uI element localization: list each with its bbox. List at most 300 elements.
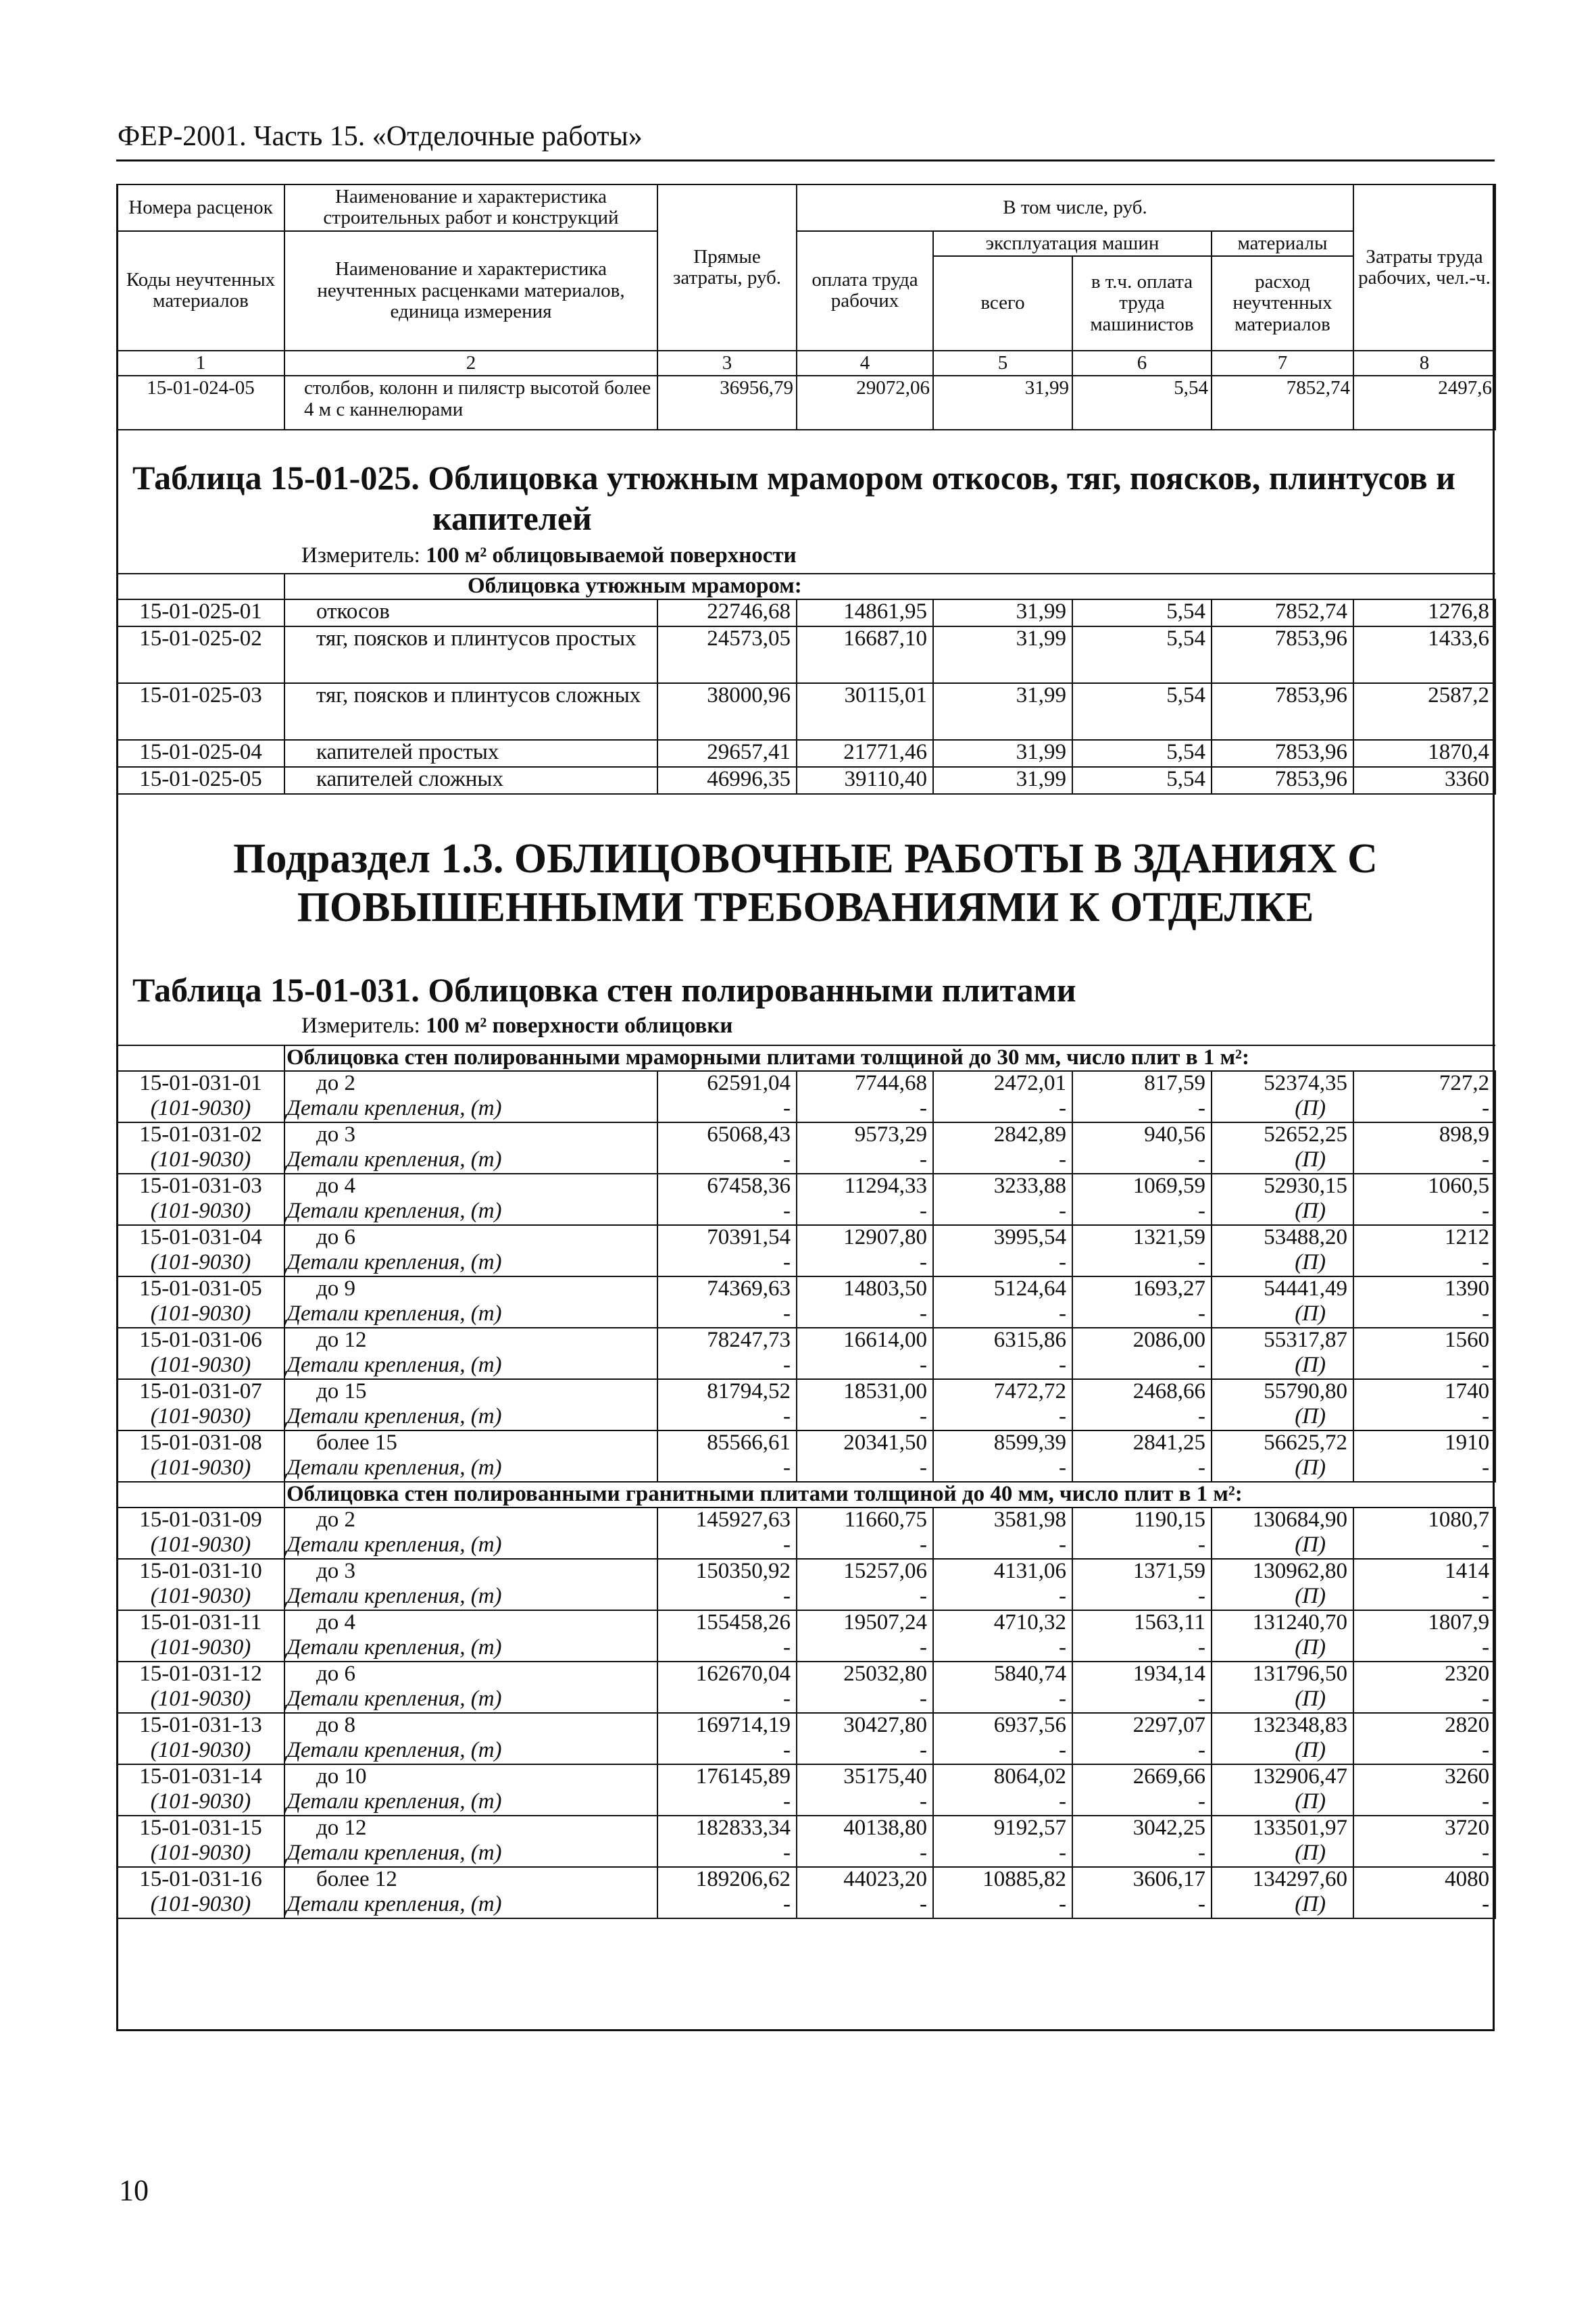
table31-row-6-v6: 1560: [1353, 1328, 1495, 1353]
table31-row-16-name: более 12: [284, 1867, 657, 1893]
table-row: [117, 1559, 1495, 1585]
table25-row-2-v1: 24573,05: [657, 626, 797, 683]
table31-row-3-v2: 11294,33: [797, 1174, 933, 1199]
header-worker-pay: оплата труда рабочих: [797, 231, 933, 351]
table31-row-1-mat-dash-2: -: [797, 1097, 933, 1122]
table31-row-2-v1: 65068,43: [657, 1122, 797, 1148]
table31-row-16-mat-dash-1: -: [657, 1893, 797, 1918]
prev-row-code: 15-01-024-05: [117, 376, 284, 430]
table31-row-16-mat-dash-3: -: [933, 1893, 1072, 1918]
page-number: 10: [119, 2174, 149, 2207]
table31-row-8-mat-dash-4: -: [1072, 1456, 1212, 1482]
table25-row-2-code: 15-01-025-02: [117, 626, 284, 683]
table-row: [117, 1122, 1495, 1148]
table25-row-1-v6: 1276,8: [1353, 599, 1495, 626]
table31-row-16-mat-name: Детали крепления, (т): [284, 1893, 657, 1918]
table31-row-15-code: 15-01-031-15: [117, 1816, 284, 1841]
table31-row-12-v2: 25032,80: [797, 1662, 933, 1687]
table31-row-10-v6: 1414: [1353, 1559, 1495, 1585]
table31-row-6-mat-dash-3: -: [933, 1353, 1072, 1379]
table31-row-11-mat-dash-5: -: [1353, 1636, 1495, 1662]
table-row: [117, 1713, 1495, 1739]
table31-row-1-mat-dash-4: -: [1072, 1097, 1212, 1122]
table31-row-1-v6: 727,2: [1353, 1071, 1495, 1097]
table31-row-14-mat-dash-1: -: [657, 1790, 797, 1816]
table31-body: [116, 1045, 1496, 1919]
table25-row-3-code: 15-01-025-03: [117, 683, 284, 740]
table25-row-2-v2: 16687,10: [797, 626, 933, 683]
table31-row-5-mat-code: (101-9030): [117, 1302, 284, 1328]
table25-group: Облицовка утюжным мрамором:: [284, 574, 1495, 599]
col-num-3: 3: [657, 351, 797, 376]
table31-row-7-mat-dash-1: -: [657, 1405, 797, 1430]
table31-row-1-v1: 62591,04: [657, 1071, 797, 1097]
table31-row-7-mat-name: Детали крепления, (т): [284, 1405, 657, 1430]
table31-row-6-v5: 55317,87: [1212, 1328, 1353, 1353]
table31-row-10-name: до 3: [284, 1559, 657, 1585]
table31-row-11-v1: 155458,26: [657, 1610, 797, 1636]
table31-row-8-mat-dash-3: -: [933, 1456, 1072, 1482]
table-row: [117, 1662, 1495, 1687]
table31-row-9-v1: 145927,63: [657, 1508, 797, 1533]
table31-row-9-mat-code: (101-9030): [117, 1533, 284, 1559]
table31-row-15-mat-name: Детали крепления, (т): [284, 1841, 657, 1867]
table-row-material: [117, 1251, 1495, 1276]
table31-row-3-mat-unit: (П): [1212, 1199, 1353, 1225]
table31-row-10-mat-name: Детали крепления, (т): [284, 1585, 657, 1610]
table25-row-2-v3: 31,99: [933, 626, 1072, 683]
table31-row-16-v3: 10885,82: [933, 1867, 1072, 1893]
table31-row-1-mat-name: Детали крепления, (т): [284, 1097, 657, 1122]
table31-row-7-v6: 1740: [1353, 1379, 1495, 1405]
table-row-material: [117, 1353, 1495, 1379]
table31-row-4-mat-dash-3: -: [933, 1251, 1072, 1276]
table31-row-11-v4: 1563,11: [1072, 1610, 1212, 1636]
table31-row-12-mat-dash-1: -: [657, 1687, 797, 1713]
table31-row-1-code: 15-01-031-01: [117, 1071, 284, 1097]
table31-row-13-mat-name: Детали крепления, (т): [284, 1739, 657, 1764]
table25-row-5-v3: 31,99: [933, 767, 1072, 794]
table31-row-2-mat-dash-3: -: [933, 1148, 1072, 1174]
subsection-title-line1: Подраздел 1.3. ОБЛИЦОВОЧНЫЕ РАБОТЫ В ЗДАНИЯХ С: [233, 836, 1378, 882]
table31-row-6-mat-dash-4: -: [1072, 1353, 1212, 1379]
table31-row-11-v6: 1807,9: [1353, 1610, 1495, 1636]
table31-row-13-v4: 2297,07: [1072, 1713, 1212, 1739]
table31-row-7-v1: 81794,52: [657, 1379, 797, 1405]
table31-row-9-v2: 11660,75: [797, 1508, 933, 1533]
table25-row-4-code: 15-01-025-04: [117, 740, 284, 767]
col-num-4: 4: [797, 351, 933, 376]
table25-row-1-v1: 22746,68: [657, 599, 797, 626]
table31-row-12-mat-unit: (П): [1212, 1687, 1353, 1713]
table-row: [117, 1867, 1495, 1893]
table31-row-4-v5: 53488,20: [1212, 1225, 1353, 1251]
table25-row-2-v5: 7853,96: [1212, 626, 1353, 683]
table31-row-3-v3: 3233,88: [933, 1174, 1072, 1199]
table31-row-12-mat-dash-5: -: [1353, 1687, 1495, 1713]
table31-row-14-mat-dash-4: -: [1072, 1790, 1212, 1816]
table31-row-7-name: до 15: [284, 1379, 657, 1405]
header-codes: Номера расценок: [117, 184, 284, 231]
table-row-material: [117, 1739, 1495, 1764]
table25-row-5-code: 15-01-025-05: [117, 767, 284, 794]
table31-row-10-mat-dash-5: -: [1353, 1585, 1495, 1610]
table31-row-3-name: до 4: [284, 1174, 657, 1199]
table31-row-8-mat-code: (101-9030): [117, 1456, 284, 1482]
table25-row-4-v4: 5,54: [1072, 740, 1212, 767]
table31-row-14-mat-unit: (П): [1212, 1790, 1353, 1816]
table31-row-9-mat-dash-2: -: [797, 1533, 933, 1559]
table31-row-13-mat-unit: (П): [1212, 1739, 1353, 1764]
table31-group-row: [117, 1482, 1495, 1508]
table31-row-5-mat-unit: (П): [1212, 1302, 1353, 1328]
table-row: [117, 1430, 1495, 1456]
table31-row-15-mat-dash-3: -: [933, 1841, 1072, 1867]
table-row: [117, 1610, 1495, 1636]
table31-row-2-v5: 52652,25: [1212, 1122, 1353, 1148]
table31-row-16-mat-code: (101-9030): [117, 1893, 284, 1918]
table31-row-14-v3: 8064,02: [933, 1764, 1072, 1790]
table31-row-9-mat-name: Детали крепления, (т): [284, 1533, 657, 1559]
table31-meter: [301, 1014, 732, 1039]
table31-row-11-mat-unit: (П): [1212, 1636, 1353, 1662]
table31-row-14-name: до 10: [284, 1764, 657, 1790]
table31-row-14-v5: 132906,47: [1212, 1764, 1353, 1790]
table31-row-14-mat-dash-3: -: [933, 1790, 1072, 1816]
table31-row-6-mat-name: Детали крепления, (т): [284, 1353, 657, 1379]
table31-row-5-v5: 54441,49: [1212, 1276, 1353, 1302]
header-work-name: Наименование и характеристика строительных работ и конструкций: [284, 184, 657, 231]
table-row-material: [117, 1302, 1495, 1328]
table31-row-7-mat-code: (101-9030): [117, 1405, 284, 1430]
table31-row-16-mat-dash-2: -: [797, 1893, 933, 1918]
table-row-material: [117, 1148, 1495, 1174]
header-machines-total: всего: [933, 256, 1072, 351]
table31-row-10-v5: 130962,80: [1212, 1559, 1353, 1585]
header-labor: Затраты труда рабочих, чел.-ч.: [1353, 184, 1495, 351]
table31-row-15-mat-unit: (П): [1212, 1841, 1353, 1867]
table31-row-10-v4: 1371,59: [1072, 1559, 1212, 1585]
table-row-material: [117, 1405, 1495, 1430]
table31-row-14-mat-dash-2: -: [797, 1790, 933, 1816]
table31-row-6-v3: 6315,86: [933, 1328, 1072, 1353]
table31-row-10-mat-unit: (П): [1212, 1585, 1353, 1610]
table31-row-13-mat-code: (101-9030): [117, 1739, 284, 1764]
table31-row-3-v1: 67458,36: [657, 1174, 797, 1199]
table-row-material: [117, 1893, 1495, 1918]
table31-row-10-code: 15-01-031-10: [117, 1559, 284, 1585]
table31-row-2-code: 15-01-031-02: [117, 1122, 284, 1148]
table31-row-3-mat-dash-1: -: [657, 1199, 797, 1225]
table31-row-15-v1: 182833,34: [657, 1816, 797, 1841]
table31-row-6-v2: 16614,00: [797, 1328, 933, 1353]
header-including: В том числе, руб.: [797, 184, 1353, 231]
table31-row-13-v2: 30427,80: [797, 1713, 933, 1739]
table25-row-4-v3: 31,99: [933, 740, 1072, 767]
table31-row-15-v6: 3720: [1353, 1816, 1495, 1841]
table25-meter: [301, 543, 797, 568]
table31-title: Таблица 15-01-031. Облицовка стен полированными плитами: [132, 971, 1076, 1009]
table31-row-8-v5: 56625,72: [1212, 1430, 1353, 1456]
group-spacer: [117, 1482, 284, 1508]
table31-row-2-mat-dash-5: -: [1353, 1148, 1495, 1174]
table31-row-11-mat-dash-2: -: [797, 1636, 933, 1662]
table25-meter-prefix: Измеритель:: [301, 543, 420, 568]
table31-row-4-mat-dash-4: -: [1072, 1251, 1212, 1276]
table25-row-3-v3: 31,99: [933, 683, 1072, 740]
table31-row-15-mat-dash-1: -: [657, 1841, 797, 1867]
table31-row-14-code: 15-01-031-14: [117, 1764, 284, 1790]
table31-row-4-mat-name: Детали крепления, (т): [284, 1251, 657, 1276]
table31-row-12-code: 15-01-031-12: [117, 1662, 284, 1687]
table31-row-2-mat-dash-1: -: [657, 1148, 797, 1174]
table31-row-4-code: 15-01-031-04: [117, 1225, 284, 1251]
table25-row-2-v4: 5,54: [1072, 626, 1212, 683]
table31-row-13-v1: 169714,19: [657, 1713, 797, 1739]
table31-row-12-v6: 2320: [1353, 1662, 1495, 1687]
subsection-title-line2: ПОВЫШЕННЫМИ ТРЕБОВАНИЯМИ К ОТДЕЛКЕ: [297, 885, 1314, 930]
table31-row-10-mat-dash-3: -: [933, 1585, 1072, 1610]
table31-row-12-mat-dash-4: -: [1072, 1687, 1212, 1713]
table31-row-11-mat-code: (101-9030): [117, 1636, 284, 1662]
table31-row-9-mat-unit: (П): [1212, 1533, 1353, 1559]
table31-row-7-mat-unit: (П): [1212, 1405, 1353, 1430]
column-header-table: [116, 184, 1496, 430]
table31-row-9-v5: 130684,90: [1212, 1508, 1353, 1533]
table31-row-9-v6: 1080,7: [1353, 1508, 1495, 1533]
table25-row-1-v5: 7852,74: [1212, 599, 1353, 626]
table31-row-9-mat-dash-4: -: [1072, 1533, 1212, 1559]
table31-row-6-code: 15-01-031-06: [117, 1328, 284, 1353]
table31-row-13-v3: 6937,56: [933, 1713, 1072, 1739]
header-material-codes: Коды неучтенных материалов: [117, 231, 284, 351]
table31-row-13-mat-dash-4: -: [1072, 1739, 1212, 1764]
table31-row-11-mat-name: Детали крепления, (т): [284, 1636, 657, 1662]
table31-row-15-mat-dash-5: -: [1353, 1841, 1495, 1867]
table31-row-9-v3: 3581,98: [933, 1508, 1072, 1533]
table-row-material: [117, 1841, 1495, 1867]
table31-row-2-mat-code: (101-9030): [117, 1148, 284, 1174]
table31-row-15-v5: 133501,97: [1212, 1816, 1353, 1841]
table31-row-10-v2: 15257,06: [797, 1559, 933, 1585]
table25-title-line2: капителей: [432, 499, 592, 537]
table31-row-13-v5: 132348,83: [1212, 1713, 1353, 1739]
table31-row-4-name: до 6: [284, 1225, 657, 1251]
table31-row-7-code: 15-01-031-07: [117, 1379, 284, 1405]
table31-row-12-mat-name: Детали крепления, (т): [284, 1687, 657, 1713]
table25-row-1-name: откосов: [284, 599, 657, 626]
table25-row-5-v2: 39110,40: [797, 767, 933, 794]
table31-row-4-v6: 1212: [1353, 1225, 1495, 1251]
table31-row-9-mat-dash-3: -: [933, 1533, 1072, 1559]
table31-row-5-name: до 9: [284, 1276, 657, 1302]
table31-row-7-mat-dash-4: -: [1072, 1405, 1212, 1430]
prev-row-v1: 36956,79: [657, 376, 797, 430]
table31-row-3-v4: 1069,59: [1072, 1174, 1212, 1199]
table25-row-4-v2: 21771,46: [797, 740, 933, 767]
table31-row-8-mat-unit: (П): [1212, 1456, 1353, 1482]
table25-row-1-v3: 31,99: [933, 599, 1072, 626]
header-material-consumption: расход неучтенных материалов: [1212, 256, 1353, 351]
table31-row-16-v5: 134297,60: [1212, 1867, 1353, 1893]
table31-row-1-v4: 817,59: [1072, 1071, 1212, 1097]
table31-group-row: [117, 1045, 1495, 1071]
table31-row-13-name: до 8: [284, 1713, 657, 1739]
table31-row-16-mat-unit: (П): [1212, 1893, 1353, 1918]
table31-row-9-name: до 2: [284, 1508, 657, 1533]
table31-row-1-mat-dash-5: -: [1353, 1097, 1495, 1122]
table31-row-10-v3: 4131,06: [933, 1559, 1072, 1585]
table31-row-7-v2: 18531,00: [797, 1379, 933, 1405]
table31-row-10-v1: 150350,92: [657, 1559, 797, 1585]
table31-row-3-mat-dash-5: -: [1353, 1199, 1495, 1225]
table31-row-13-code: 15-01-031-13: [117, 1713, 284, 1739]
prev-row-v4: 5,54: [1072, 376, 1212, 430]
table31-row-11-mat-dash-3: -: [933, 1636, 1072, 1662]
table31-row-8-v4: 2841,25: [1072, 1430, 1212, 1456]
table31-row-3-mat-dash-3: -: [933, 1199, 1072, 1225]
table31-row-2-mat-name: Детали крепления, (т): [284, 1148, 657, 1174]
table25-row-3-v6: 2587,2: [1353, 683, 1495, 740]
table31-row-16-mat-dash-4: -: [1072, 1893, 1212, 1918]
table31-row-5-mat-name: Детали крепления, (т): [284, 1302, 657, 1328]
table31-row-3-v6: 1060,5: [1353, 1174, 1495, 1199]
table25-row-5-v1: 46996,35: [657, 767, 797, 794]
table31-row-6-v4: 2086,00: [1072, 1328, 1212, 1353]
table-row: [117, 1328, 1495, 1353]
table31-row-15-v2: 40138,80: [797, 1816, 933, 1841]
table31-row-13-mat-dash-5: -: [1353, 1739, 1495, 1764]
table31-row-7-v3: 7472,72: [933, 1379, 1072, 1405]
table31-row-12-mat-code: (101-9030): [117, 1687, 284, 1713]
table31-row-12-v5: 131796,50: [1212, 1662, 1353, 1687]
table31-row-2-mat-dash-2: -: [797, 1148, 933, 1174]
table31-row-4-mat-dash-1: -: [657, 1251, 797, 1276]
table31-row-7-mat-dash-5: -: [1353, 1405, 1495, 1430]
table25-row-3-v4: 5,54: [1072, 683, 1212, 740]
table31-row-4-v4: 1321,59: [1072, 1225, 1212, 1251]
table25-row-4-v6: 1870,4: [1353, 740, 1495, 767]
table31-row-5-mat-dash-5: -: [1353, 1302, 1495, 1328]
table31-row-5-code: 15-01-031-05: [117, 1276, 284, 1302]
table-row: [117, 1174, 1495, 1199]
table25-row-4-v1: 29657,41: [657, 740, 797, 767]
table31-row-8-mat-name: Детали крепления, (т): [284, 1456, 657, 1482]
table31-row-2-v3: 2842,89: [933, 1122, 1072, 1148]
table31-row-3-v5: 52930,15: [1212, 1174, 1353, 1199]
table31-row-1-mat-unit: (П): [1212, 1097, 1353, 1122]
table31-row-5-mat-dash-1: -: [657, 1302, 797, 1328]
table31-row-1-v5: 52374,35: [1212, 1071, 1353, 1097]
table31-row-3-code: 15-01-031-03: [117, 1174, 284, 1199]
table31-row-9-code: 15-01-031-09: [117, 1508, 284, 1533]
table25-row-2-name: тяг, поясков и плинтусов простых: [284, 626, 657, 683]
table31-row-8-mat-dash-5: -: [1353, 1456, 1495, 1482]
table31-row-3-mat-dash-2: -: [797, 1199, 933, 1225]
table31-row-5-mat-dash-2: -: [797, 1302, 933, 1328]
table-row: [117, 1071, 1495, 1097]
table31-row-14-mat-code: (101-9030): [117, 1790, 284, 1816]
table31-row-14-v4: 2669,66: [1072, 1764, 1212, 1790]
table25-row-3-v2: 30115,01: [797, 683, 933, 740]
col-num-1: 1: [117, 351, 284, 376]
table31-row-11-v5: 131240,70: [1212, 1610, 1353, 1636]
table-row-material: [117, 1456, 1495, 1482]
header-direct-costs: Прямые затраты, руб.: [657, 184, 797, 351]
table31-row-14-mat-name: Детали крепления, (т): [284, 1790, 657, 1816]
col-num-6: 6: [1072, 351, 1212, 376]
table31-row-12-name: до 6: [284, 1662, 657, 1687]
table31-row-5-v1: 74369,63: [657, 1276, 797, 1302]
table31-row-5-mat-dash-3: -: [933, 1302, 1072, 1328]
table31-row-5-v4: 1693,27: [1072, 1276, 1212, 1302]
table31-row-9-mat-dash-5: -: [1353, 1533, 1495, 1559]
table31-row-14-v1: 176145,89: [657, 1764, 797, 1790]
header-materials: материалы: [1212, 231, 1353, 256]
table31-row-2-mat-unit: (П): [1212, 1148, 1353, 1174]
table31-row-16-v1: 189206,62: [657, 1867, 797, 1893]
table31-row-1-mat-dash-3: -: [933, 1097, 1072, 1122]
table-row: [117, 1816, 1495, 1841]
table31-row-12-mat-dash-2: -: [797, 1687, 933, 1713]
table31-row-5-v2: 14803,50: [797, 1276, 933, 1302]
table31-row-10-mat-dash-2: -: [797, 1585, 933, 1610]
table-row: [117, 1276, 1495, 1302]
table31-row-4-v1: 70391,54: [657, 1225, 797, 1251]
table31-group2-heading: Облицовка стен полированными гранитными плитами толщиной до 40 мм, число плит в 1 м²:: [284, 1482, 1495, 1508]
table-row-material: [117, 1687, 1495, 1713]
table31-row-14-v6: 3260: [1353, 1764, 1495, 1790]
table31-row-12-v1: 162670,04: [657, 1662, 797, 1687]
table31-meter-prefix: Измеритель:: [301, 1014, 420, 1038]
table31-row-7-v5: 55790,80: [1212, 1379, 1353, 1405]
header-rule: [116, 159, 1495, 161]
header-machinist-pay: в т.ч. оплата труда машинистов: [1072, 256, 1212, 351]
table31-row-1-v3: 2472,01: [933, 1071, 1072, 1097]
header-material-name: Наименование и характеристика неучтенных расценками материалов, единица измерения: [284, 231, 657, 351]
table31-row-8-mat-dash-2: -: [797, 1456, 933, 1482]
table31-row-1-mat-code: (101-9030): [117, 1097, 284, 1122]
table25-row-1-v2: 14861,95: [797, 599, 933, 626]
table-row-material: [117, 1636, 1495, 1662]
table31-row-8-code: 15-01-031-08: [117, 1430, 284, 1456]
table31-row-7-v4: 2468,66: [1072, 1379, 1212, 1405]
table25-row-4-name: капителей простых: [284, 740, 657, 767]
table31-row-8-name: более 15: [284, 1430, 657, 1456]
table31-row-8-v2: 20341,50: [797, 1430, 933, 1456]
table31-row-16-v2: 44023,20: [797, 1867, 933, 1893]
table31-row-1-mat-dash-1: -: [657, 1097, 797, 1122]
col-num-2: 2: [284, 351, 657, 376]
table-row: [117, 1508, 1495, 1533]
table31-row-4-v2: 12907,80: [797, 1225, 933, 1251]
table31-row-2-v4: 940,56: [1072, 1122, 1212, 1148]
table31-row-8-v1: 85566,61: [657, 1430, 797, 1456]
table31-row-15-mat-code: (101-9030): [117, 1841, 284, 1867]
table31-row-16-mat-dash-5: -: [1353, 1893, 1495, 1918]
table31-row-13-v6: 2820: [1353, 1713, 1495, 1739]
table31-row-11-mat-dash-1: -: [657, 1636, 797, 1662]
table31-row-6-mat-dash-2: -: [797, 1353, 933, 1379]
table-row-material: [117, 1533, 1495, 1559]
col-num-8: 8: [1353, 351, 1495, 376]
table-row: [117, 1379, 1495, 1405]
table31-row-6-name: до 12: [284, 1328, 657, 1353]
table25-row-1-code: 15-01-025-01: [117, 599, 284, 626]
table25-row-4-v5: 7853,96: [1212, 740, 1353, 767]
table31-row-1-v2: 7744,68: [797, 1071, 933, 1097]
table-row: [117, 1764, 1495, 1790]
